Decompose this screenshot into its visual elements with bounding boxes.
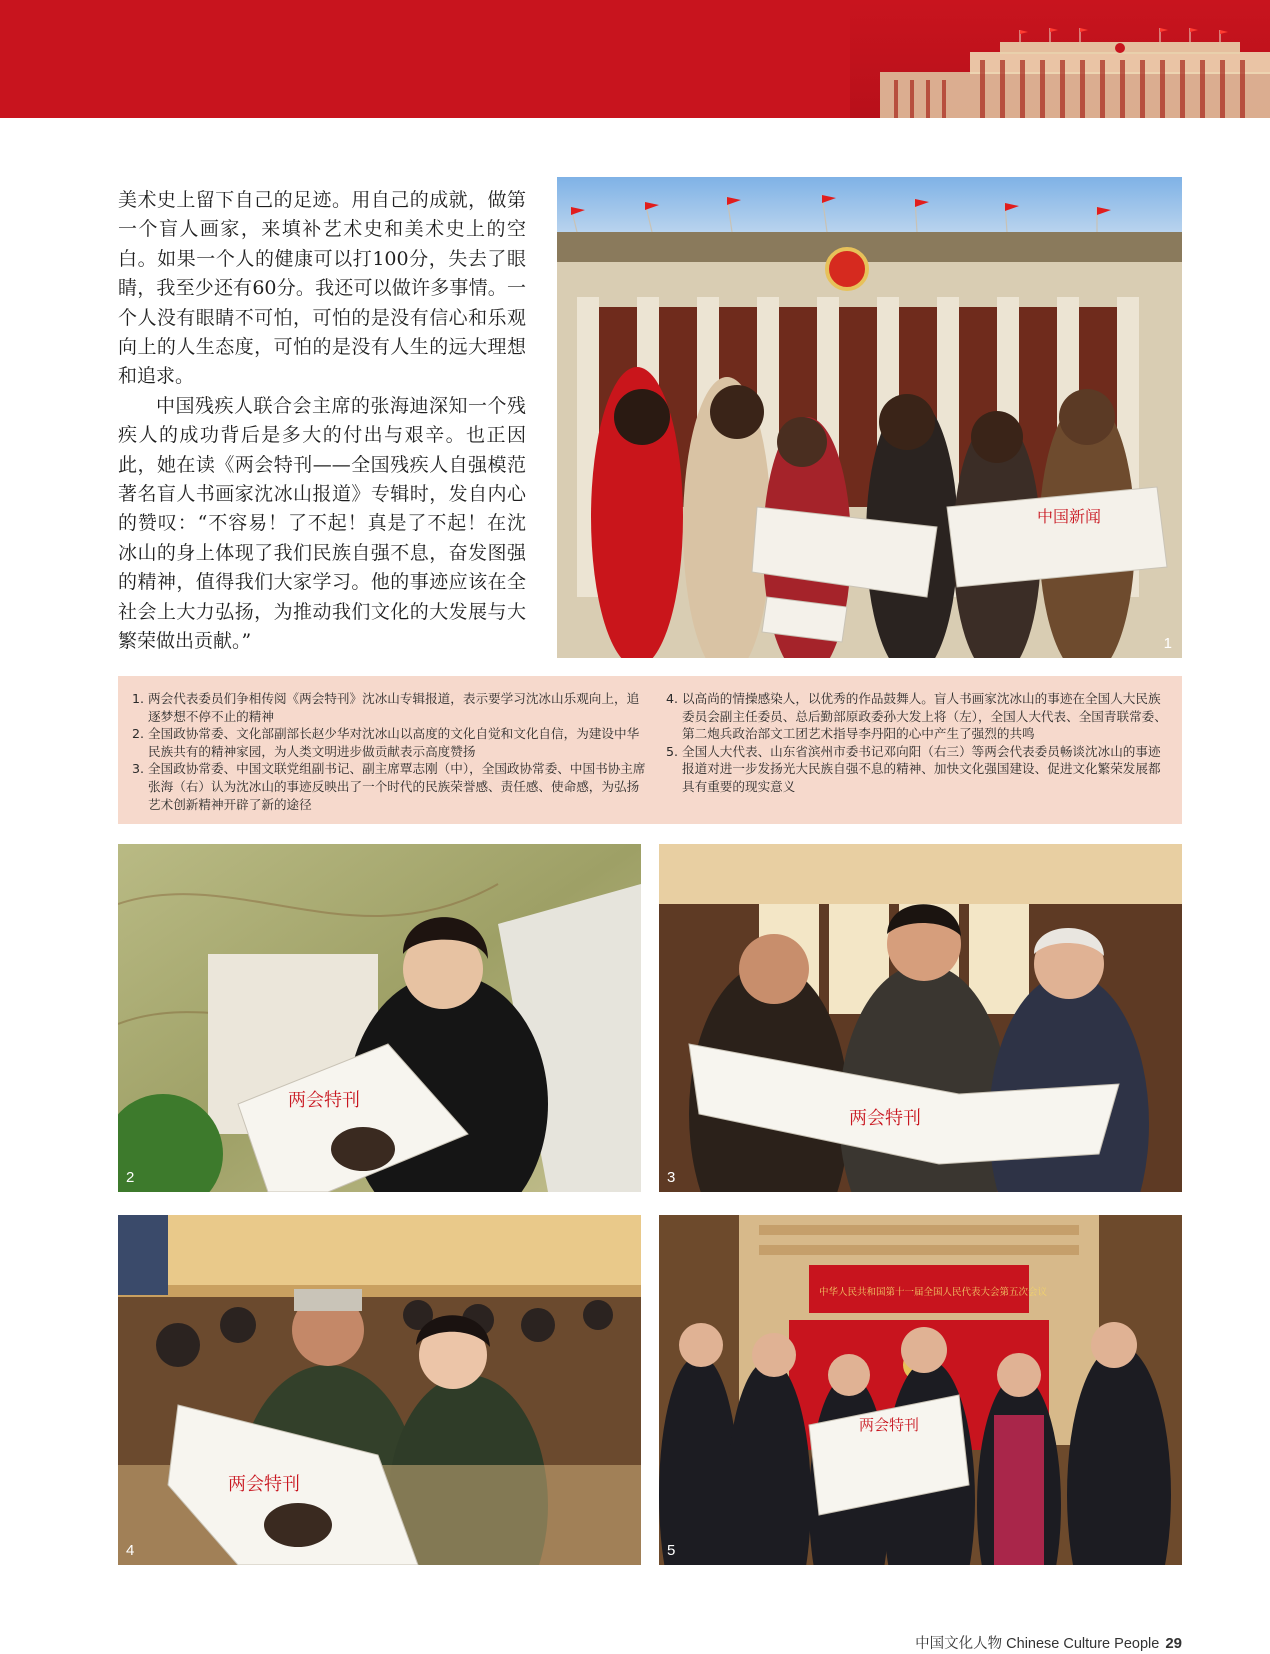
caption-item-1 xyxy=(132,690,646,725)
photo-number-5: 5 xyxy=(667,1542,676,1559)
top-banner xyxy=(0,0,1270,118)
caption-item-3 xyxy=(132,760,646,813)
caption-number: 1. xyxy=(132,691,145,706)
photo-3 xyxy=(659,844,1182,1192)
reader-photo-3 xyxy=(659,844,1182,1192)
page-footer xyxy=(915,1632,1182,1653)
caption-box xyxy=(118,676,1182,824)
hall-banner-text: 中华人民共和国第十一届全国人民代表大会第五次会议 xyxy=(819,1287,1048,1298)
reader-photo-2 xyxy=(118,844,641,1192)
great-hall-group-photo xyxy=(557,177,1182,658)
photo-4 xyxy=(118,1215,641,1565)
photo-number-2: 2 xyxy=(126,1169,135,1186)
caption-text: 全国政协常委、文化部副部长赵少华对沈冰山以高度的文化自觉和文化自信，为建设中华民族共有的精神家园，为人类文明进步做贡献表示高度赞扬 xyxy=(148,726,640,759)
photo-number-1: 1 xyxy=(1163,635,1172,652)
caption-text: 以高尚的情操感染人，以优秀的作品鼓舞人。盲人书画家沈冰山的事迹在全国人大民族委员会副主任委员、总后勤部原政委孙大发上将（左），全国人大代表、全国青联常委、第二炮兵政治部文工团艺术指导李丹阳的心中产生了强烈的共鸣 xyxy=(682,691,1167,742)
caption-number: 4. xyxy=(666,691,679,706)
caption-text: 全国政协常委、中国文联党组副书记、副主席覃志刚（中），全国政协常委、中国书协主席张海（右）认为沈冰山的事迹反映出了一个时代的民族荣誉感、责任感、使命感，为弘扬艺术创新精神开辟了新的途径 xyxy=(148,761,646,812)
photo-2 xyxy=(118,844,641,1192)
great-hall-silhouette-icon xyxy=(850,0,1270,118)
newspaper-masthead-1: 中国新闻 xyxy=(1037,507,1102,526)
photo-5 xyxy=(659,1215,1182,1565)
caption-text: 两会代表委员们争相传阅《两会特刊》沈冰山专辑报道，表示要学习沈冰山乐观向上，追逐梦想不停不止的精神 xyxy=(148,691,640,724)
caption-number: 3. xyxy=(132,761,145,777)
caption-number: 5. xyxy=(666,743,679,759)
photo-number-3: 3 xyxy=(667,1169,676,1186)
caption-item-4 xyxy=(666,690,1172,743)
newspaper-masthead-2: 两会特刊 xyxy=(288,1090,360,1111)
caption-number: 2. xyxy=(132,726,145,742)
reader-photo-4 xyxy=(118,1215,641,1565)
article-paragraph-2: 中国残疾人联合会主席的张海迪深知一个残疾人的成功背后是多大的付出与艰辛。也正因此，她在读《两会特刊——全国残疾人自强模范著名盲人书画家沈冰山报道》专辑时，发自内心的赞叹：“不容易！了不起！真是了不起！在沈冰山的身上体现了我们民族自强不息，奋发图强的精神，值得我们大家学习。他的事迹应该在全社会上大力弘扬，为推动我们文化的大发展与大繁荣做出贡献。” xyxy=(118,394,526,653)
newspaper-masthead-4: 两会特刊 xyxy=(228,1474,300,1495)
caption-column-right xyxy=(666,690,1172,796)
photo-1 xyxy=(557,177,1182,658)
article-paragraph-1: 美术史上留下自己的足迹。用自己的成就，做第一个盲人画家，来填补艺术史和美术史上的空白。如果一个人的健康可以打100分，失去了眼睛，我至少还有60分。我还可以做许多事情。一个人没有眼睛不可怕，可怕的是没有信心和乐观向上的人生态度，可怕的是没有人生的远大理想和追求。 xyxy=(118,189,526,388)
caption-text: 全国人大代表、山东省滨州市委书记邓向阳（右三）等两会代表委员畅谈沈冰山的事迹报道对进一步发扬光大民族自强不息的精神、加快文化强国建设、促进文化繁荣发展都具有重要的现实意义 xyxy=(682,743,1161,794)
newspaper-masthead-5: 两会特刊 xyxy=(859,1416,920,1434)
article-body xyxy=(118,186,526,657)
publication-name: 中国文化人物 Chinese Culture People xyxy=(915,1636,1160,1652)
reader-photo-5 xyxy=(659,1215,1182,1565)
newspaper-masthead-3: 两会特刊 xyxy=(849,1108,921,1129)
page-number: 29 xyxy=(1165,1635,1182,1652)
photo-number-4: 4 xyxy=(126,1542,135,1559)
caption-item-2 xyxy=(132,725,646,760)
caption-column-left xyxy=(132,690,646,813)
caption-item-5 xyxy=(666,743,1172,796)
